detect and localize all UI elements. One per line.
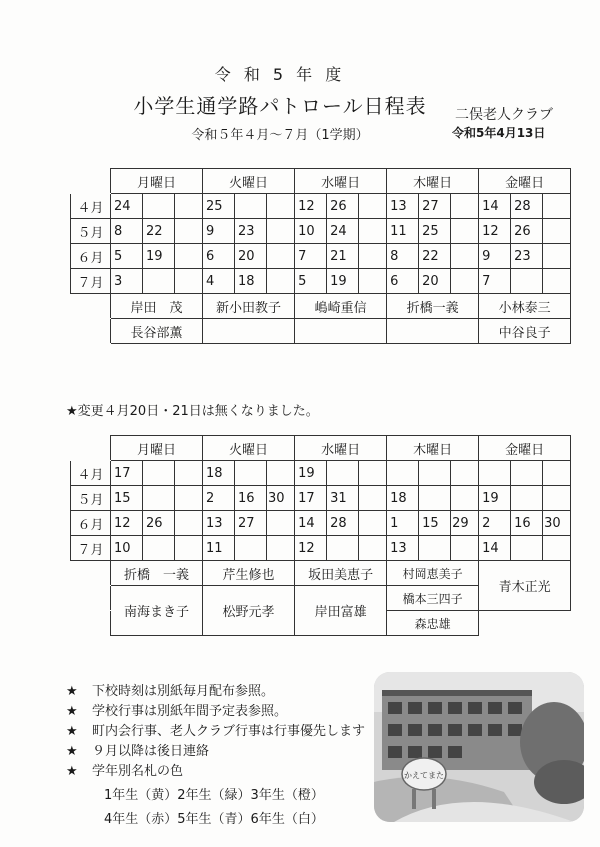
date-cell — [419, 486, 451, 511]
date-cell: 1 — [387, 511, 419, 536]
date-cell — [175, 511, 203, 536]
date-cell: 13 — [387, 194, 419, 219]
assignee-name: 森忠雄 — [387, 611, 479, 636]
school-building-photo — [374, 672, 584, 822]
date-cell — [175, 219, 203, 244]
date-cell: 14 — [295, 511, 327, 536]
date-cell: 8 — [111, 219, 143, 244]
term-period: 令和５年４月～７月（1学期） — [191, 128, 369, 143]
date-cell — [359, 461, 387, 486]
date-cell: 12 — [295, 536, 327, 561]
month-row — [71, 244, 571, 269]
date-cell: 22 — [143, 219, 175, 244]
assignee-name: 嶋崎重信 — [295, 294, 387, 319]
assignee-name — [387, 319, 479, 344]
star-icon: ★ — [66, 704, 78, 719]
weekday-header: 月曜日 — [111, 169, 203, 194]
date-cell — [543, 486, 571, 511]
star-icon: ★ — [66, 764, 78, 779]
assignee-row — [71, 294, 571, 319]
weekday-header: 月曜日 — [111, 436, 203, 461]
school-building-illustration — [374, 672, 584, 822]
date-cell: 20 — [419, 269, 451, 294]
date-cell: 14 — [479, 194, 511, 219]
date-cell: 4 — [203, 269, 235, 294]
date-cell: 6 — [387, 269, 419, 294]
month-label: ６月 — [71, 511, 111, 536]
date-cell — [143, 486, 175, 511]
month-label: ７月 — [71, 269, 111, 294]
weekday-header-row — [71, 436, 571, 461]
note-item — [66, 762, 365, 782]
date-cell — [359, 486, 387, 511]
assignee-name: 長谷部薫 — [111, 319, 203, 344]
assignee-name — [203, 319, 295, 344]
date-cell — [451, 486, 479, 511]
date-cell: 17 — [295, 486, 327, 511]
date-cell — [143, 194, 175, 219]
month-row — [71, 219, 571, 244]
star-icon: ★ — [66, 724, 78, 739]
assignee-name: 岸田富雄 — [295, 586, 387, 636]
assignee-name: 岸田 茂 — [111, 294, 203, 319]
assignee-name: 折橋一義 — [387, 294, 479, 319]
spacer-cell — [71, 294, 111, 319]
date-cell: 20 — [235, 244, 267, 269]
fiscal-year-heading: 令 和 5 年 度 — [214, 65, 346, 84]
date-cell — [267, 244, 295, 269]
date-cell: 17 — [111, 461, 143, 486]
date-cell — [451, 269, 479, 294]
corner-cell — [71, 436, 111, 461]
date-cell: 23 — [511, 244, 543, 269]
date-cell — [543, 219, 571, 244]
date-cell: 25 — [419, 219, 451, 244]
spacer-cell — [71, 611, 111, 636]
date-cell: 12 — [479, 219, 511, 244]
date-cell — [419, 461, 451, 486]
weekday-header: 木曜日 — [387, 436, 479, 461]
date-cell — [267, 536, 295, 561]
assignee-name: 村岡恵美子 — [387, 561, 479, 586]
date-cell: 23 — [235, 219, 267, 244]
date-cell: 16 — [235, 486, 267, 511]
month-label: ４月 — [71, 461, 111, 486]
date-cell: 9 — [203, 219, 235, 244]
date-cell — [175, 536, 203, 561]
date-cell — [235, 194, 267, 219]
date-cell: 12 — [111, 511, 143, 536]
note-item — [66, 742, 365, 762]
weekday-header: 水曜日 — [295, 169, 387, 194]
assignee-name: 折橋 一義 — [111, 561, 203, 586]
note-text: ９月以降は後日連絡 — [92, 744, 210, 759]
weekday-header: 火曜日 — [203, 436, 295, 461]
date-cell: 29 — [451, 511, 479, 536]
date-cell: 21 — [327, 244, 359, 269]
date-cell: 19 — [295, 461, 327, 486]
date-cell: 5 — [295, 269, 327, 294]
date-cell: 24 — [327, 219, 359, 244]
spacer-cell — [479, 611, 571, 636]
date-cell: 2 — [479, 511, 511, 536]
date-cell — [267, 194, 295, 219]
date-cell: 5 — [111, 244, 143, 269]
date-cell — [359, 219, 387, 244]
date-cell: 24 — [111, 194, 143, 219]
date-cell: 10 — [111, 536, 143, 561]
assignee-name — [295, 319, 387, 344]
star-icon: ★ — [66, 684, 78, 699]
date-cell: 26 — [143, 511, 175, 536]
date-cell — [175, 269, 203, 294]
date-cell — [543, 244, 571, 269]
date-cell: 19 — [327, 269, 359, 294]
date-cell — [175, 486, 203, 511]
month-row — [71, 536, 571, 561]
date-cell: 13 — [203, 511, 235, 536]
month-row — [71, 511, 571, 536]
spacer-cell — [71, 586, 111, 611]
month-row — [71, 461, 571, 486]
note-text: 下校時刻は別紙毎月配布参照。 — [92, 684, 275, 699]
star-icon: ★ — [66, 744, 78, 759]
date-cell: 28 — [511, 194, 543, 219]
date-cell — [479, 461, 511, 486]
month-label: ５月 — [71, 486, 111, 511]
date-cell — [419, 536, 451, 561]
date-cell — [543, 536, 571, 561]
date-cell — [267, 511, 295, 536]
date-cell — [327, 461, 359, 486]
document-title: 小学生通学路パトロール日程表 — [133, 94, 427, 118]
date-cell — [511, 536, 543, 561]
spacer-cell — [71, 319, 111, 344]
date-cell — [543, 269, 571, 294]
change-note: ★変更４月20日・21日は無くなりました。 — [66, 404, 319, 419]
date-cell — [143, 536, 175, 561]
date-cell: 19 — [143, 244, 175, 269]
date-cell — [143, 461, 175, 486]
month-label: ７月 — [71, 536, 111, 561]
month-label: ６月 — [71, 244, 111, 269]
organization-name: 二俣老人クラブ — [455, 107, 553, 123]
date-cell — [267, 461, 295, 486]
date-cell: 7 — [479, 269, 511, 294]
date-cell: 31 — [327, 486, 359, 511]
date-cell — [451, 536, 479, 561]
weekday-header-row — [71, 169, 571, 194]
date-cell — [451, 461, 479, 486]
date-cell: 11 — [203, 536, 235, 561]
month-row — [71, 194, 571, 219]
date-cell — [543, 461, 571, 486]
assignee-name: 青木正光 — [479, 561, 571, 611]
name-tag-colors-line: 1年生（黄）2年生（緑）3年生（橙） — [104, 788, 324, 803]
note-item — [66, 702, 365, 722]
name-tag-colors-line: 4年生（赤）5年生（青）6年生（白） — [104, 812, 324, 827]
note-text: 学校行事は別紙年間予定表参照。 — [92, 704, 288, 719]
month-row — [71, 269, 571, 294]
date-cell — [387, 461, 419, 486]
assignee-name: 小林泰三 — [479, 294, 571, 319]
date-cell — [359, 269, 387, 294]
month-label: ４月 — [71, 194, 111, 219]
date-cell: 19 — [479, 486, 511, 511]
date-cell: 9 — [479, 244, 511, 269]
weekday-header: 金曜日 — [479, 436, 571, 461]
date-cell: 13 — [387, 536, 419, 561]
date-cell: 18 — [235, 269, 267, 294]
date-cell — [451, 219, 479, 244]
date-cell: 28 — [327, 511, 359, 536]
assignee-name: 松野元孝 — [203, 586, 295, 636]
date-cell: 27 — [419, 194, 451, 219]
date-cell: 15 — [111, 486, 143, 511]
date-cell: 30 — [543, 511, 571, 536]
assignee-name: 橋本三四子 — [387, 586, 479, 611]
date-cell — [359, 536, 387, 561]
date-cell — [327, 536, 359, 561]
date-cell — [359, 194, 387, 219]
month-row — [71, 486, 571, 511]
date-cell — [267, 219, 295, 244]
date-cell — [175, 194, 203, 219]
date-cell: 26 — [327, 194, 359, 219]
date-cell — [359, 511, 387, 536]
spacer-cell — [71, 561, 111, 586]
assignee-name: 坂田美恵子 — [295, 561, 387, 586]
date-cell: 12 — [295, 194, 327, 219]
date-cell: 2 — [203, 486, 235, 511]
notes-list — [66, 682, 365, 830]
date-cell: 15 — [419, 511, 451, 536]
weekday-header: 火曜日 — [203, 169, 295, 194]
date-cell: 11 — [387, 219, 419, 244]
assignee-name: 中谷良子 — [479, 319, 571, 344]
date-cell: 27 — [235, 511, 267, 536]
note-text: 学年別名札の色 — [92, 764, 184, 779]
date-cell — [511, 461, 543, 486]
date-cell: 10 — [295, 219, 327, 244]
school-sign-text: かえてまた — [404, 771, 444, 780]
date-cell — [511, 269, 543, 294]
month-label: ５月 — [71, 219, 111, 244]
date-cell: 25 — [203, 194, 235, 219]
date-cell — [359, 244, 387, 269]
date-cell — [175, 461, 203, 486]
date-cell — [175, 244, 203, 269]
date-cell: 14 — [479, 536, 511, 561]
date-cell: 18 — [203, 461, 235, 486]
weekday-header: 金曜日 — [479, 169, 571, 194]
date-cell — [511, 486, 543, 511]
date-cell — [235, 461, 267, 486]
corner-cell — [71, 169, 111, 194]
assignee-name: 芹生修也 — [203, 561, 295, 586]
assignee-row — [71, 561, 571, 586]
date-cell: 16 — [511, 511, 543, 536]
schedule-table-1 — [70, 168, 571, 344]
date-cell: 8 — [387, 244, 419, 269]
date-cell: 7 — [295, 244, 327, 269]
issue-date: 令和5年4月13日 — [452, 126, 546, 140]
date-cell — [267, 269, 295, 294]
date-cell — [543, 194, 571, 219]
date-cell: 30 — [267, 486, 295, 511]
date-cell: 18 — [387, 486, 419, 511]
date-cell — [451, 194, 479, 219]
note-item — [66, 722, 365, 742]
note-text: 町内会行事、老人クラブ行事は行事優先します — [92, 724, 366, 739]
weekday-header: 木曜日 — [387, 169, 479, 194]
weekday-header: 水曜日 — [295, 436, 387, 461]
date-cell — [235, 536, 267, 561]
date-cell: 22 — [419, 244, 451, 269]
date-cell: 6 — [203, 244, 235, 269]
date-cell: 3 — [111, 269, 143, 294]
assignee-row — [71, 319, 571, 344]
date-cell — [451, 244, 479, 269]
note-item — [66, 682, 365, 702]
schedule-table-2 — [70, 435, 571, 636]
date-cell — [143, 269, 175, 294]
assignee-name: 南海まき子 — [111, 586, 203, 636]
assignee-name: 新小田教子 — [203, 294, 295, 319]
date-cell: 26 — [511, 219, 543, 244]
